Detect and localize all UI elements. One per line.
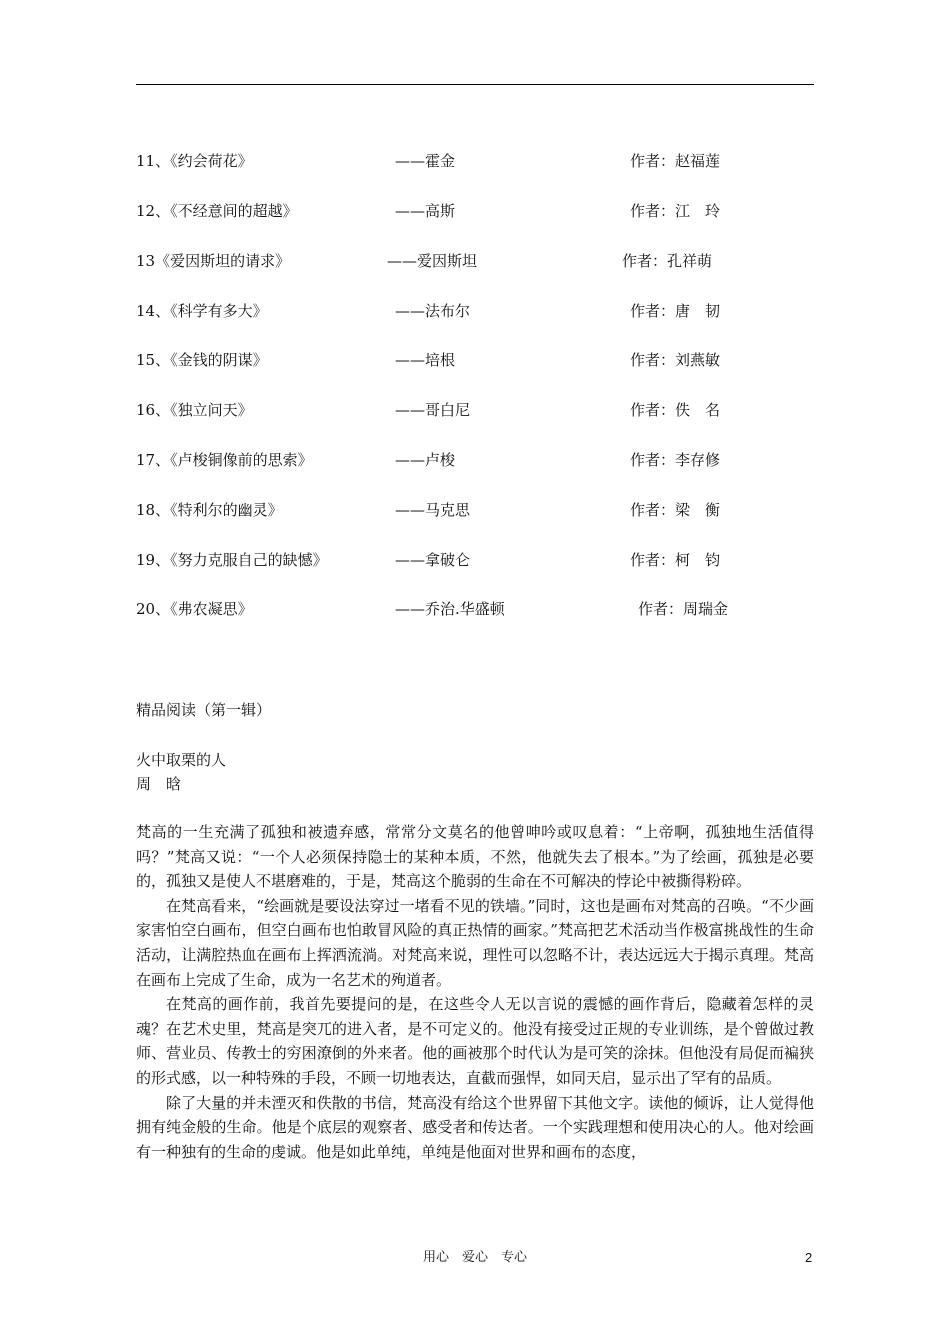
list-item-author: 作者：周瑞金: [638, 600, 729, 618]
article-body: [136, 820, 814, 1164]
list-item-subject: ——霍金: [395, 152, 456, 170]
list-item-subject: ——高斯: [395, 202, 456, 220]
list-item: [0, 249, 950, 273]
list-item-subject: ——哥白尼: [395, 401, 471, 419]
list-item-subject: ——法布尔: [395, 302, 471, 320]
list-item-subject: ——马克思: [395, 501, 471, 519]
list-item-author: 作者：赵福莲: [630, 152, 721, 170]
list-item-title: 17、《卢梭铜像前的思索》: [136, 451, 313, 469]
page-number: 2: [805, 1250, 813, 1265]
list-item-author: 作者：李存修: [630, 451, 721, 469]
list-item: [0, 348, 950, 372]
article-paragraph: 除了大量的并未湮灭和佚散的书信，梵高没有给这个世界留下其他文字。读他的倾诉，让人觉得他拥有纯金般的生命。他是个底层的观察者、感受者和传达者。一个实践理想和使用决心的人。他对绘画有一种独有的生命的虔诚。他是如此单纯，单纯是他面对世界和画布的态度，: [136, 1093, 814, 1161]
list-item-author: 作者：江 玲: [630, 202, 721, 220]
list-item-author: 作者：柯 钧: [630, 551, 721, 569]
list-item-author: 作者：刘燕敏: [630, 351, 721, 369]
list-item-title: 11、《约会荷花》: [136, 152, 253, 170]
list-item: [0, 448, 950, 472]
list-item: [0, 149, 950, 173]
article-author: 周 晗: [136, 775, 182, 793]
list-item-title: 12、《不经意间的超越》: [136, 202, 298, 220]
article-title: 火中取栗的人: [136, 751, 227, 769]
list-item: [0, 398, 950, 422]
list-item: [0, 299, 950, 323]
list-item: [0, 597, 950, 621]
list-item-subject: ——爱因斯坦: [387, 252, 478, 270]
list-item-subject: ——培根: [395, 351, 456, 369]
header-rule: [136, 84, 814, 85]
list-item-subject: ——卢梭: [395, 451, 456, 469]
list-item-title: 15、《金钱的阴谋》: [136, 351, 268, 369]
list-item-title: 16、《独立问天》: [136, 401, 253, 419]
list-item-author: 作者：梁 衡: [630, 501, 721, 519]
list-item-title: 14、《科学有多大》: [136, 302, 268, 320]
list-item-subject: ——乔治.华盛顿: [395, 600, 505, 618]
list-item-title: 20、《弗农凝思》: [136, 600, 253, 618]
list-item: [0, 199, 950, 223]
article-paragraph: 在梵高的画作前，我首先要提问的是，在这些令人无以言说的震憾的画作背后，隐藏着怎样的灵魂？在艺术史里，梵高是突兀的进入者，是不可定义的。他没有接受过正规的专业训练，是个曾做过教师、营业员、传教士的穷困潦倒的外来者。他的画被那个时代认为是可笑的涂抹。但他没有局促而褊狭的形式感，以一种特殊的手段，不顾一切地表达，直截而强悍，如同天启，显示出了罕有的品质。: [136, 995, 814, 1087]
list-item-author: 作者：孔祥萌: [622, 252, 713, 270]
list-item: [0, 498, 950, 522]
footer-motto: 用心 爱心 专心: [422, 1250, 527, 1265]
section-heading: 精品阅读（第一辑）: [136, 701, 272, 719]
list-item-title: 18、《特利尔的幽灵》: [136, 501, 283, 519]
article-paragraph: 梵高的一生充满了孤独和被遗弃感，常常分文莫名的他曾呻吟或叹息着：“上帝啊，孤独地生活值得吗？”梵高又说：“一个人必须保持隐士的某种本质，不然，他就失去了根本。”为了绘画，孤独是必要的，孤独又是使人不堪磨难的，于是，梵高这个脆弱的生命在不可解决的悖论中被撕得粉碎。: [136, 823, 814, 891]
list-item-author: 作者：佚 名: [630, 401, 721, 419]
list-item: [0, 548, 950, 572]
article-paragraph: 在梵高看来，“绘画就是要设法穿过一堵看不见的铁墙。”同时，这也是画布对梵高的召唤。“不少画家害怕空白画布，但空白画布也怕敢冒风险的真正热情的画家。”梵高把艺术活动当作极富挑战性的生命活动，让满腔热血在画布上挥洒流淌。对梵高来说，理性可以忽略不计，表达远远大于揭示真理。梵高在画布上完成了生命，成为一名艺术的殉道者。: [136, 896, 814, 989]
list-item-title: 19、《努力克服自己的缺憾》: [136, 551, 328, 569]
list-item-author: 作者：唐 韧: [630, 302, 721, 320]
list-item-title: 13《爱因斯坦的请求》: [136, 252, 291, 270]
list-item-subject: ——拿破仑: [395, 551, 471, 569]
